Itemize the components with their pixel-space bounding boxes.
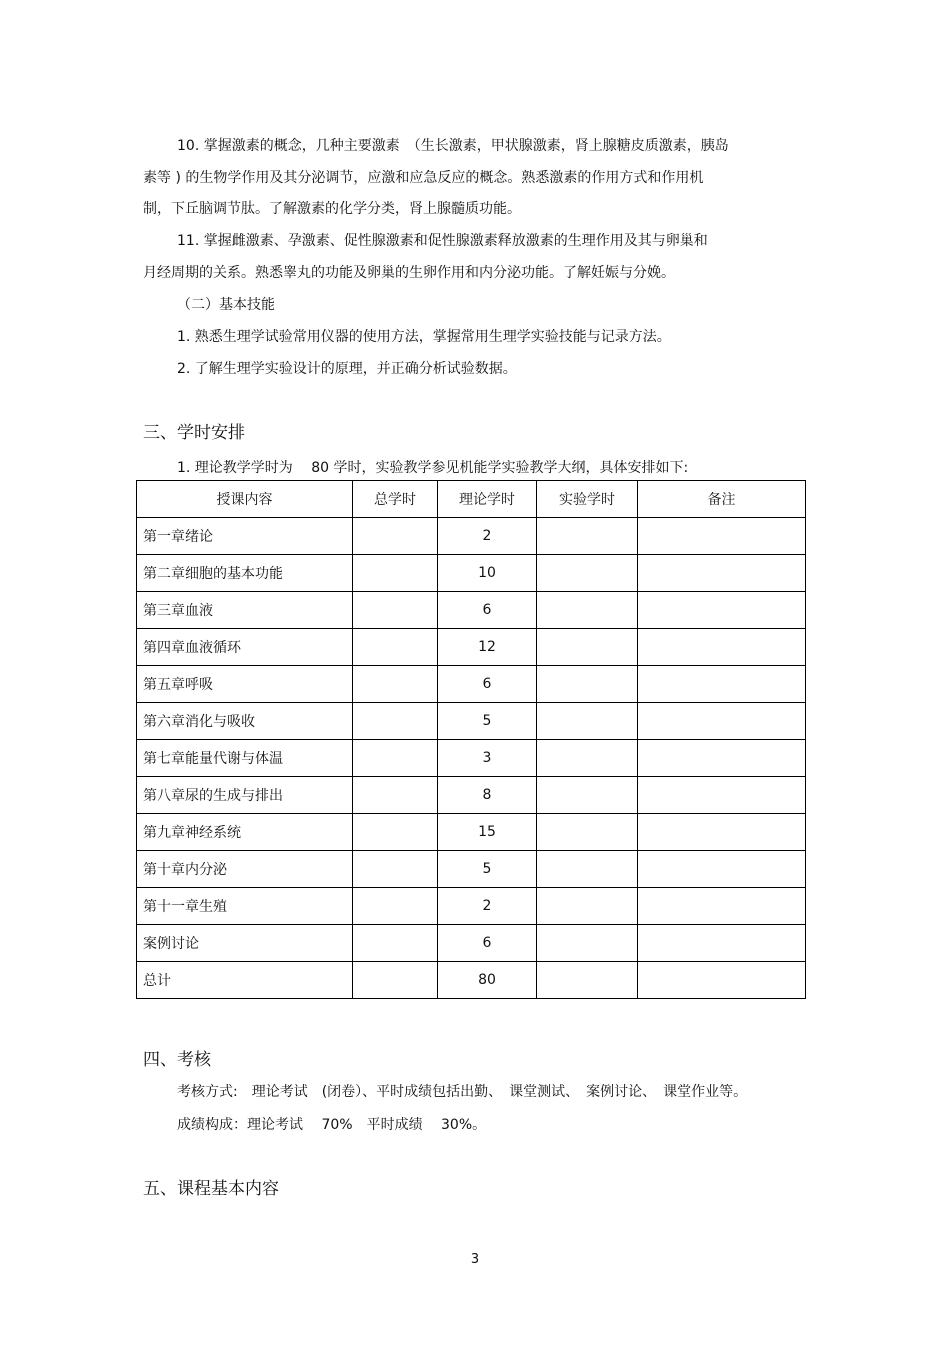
row-theory-hours-cell: 6 <box>438 592 537 629</box>
row-lab-hours-cell <box>537 703 638 740</box>
row-theory-hours-cell: 3 <box>438 740 537 777</box>
table-row <box>137 814 806 851</box>
row-theory-hours-cell: 6 <box>438 925 537 962</box>
table-row <box>137 851 806 888</box>
table-row <box>137 666 806 703</box>
table-row <box>137 740 806 777</box>
row-theory-hours-cell: 2 <box>438 518 537 555</box>
table-row <box>137 962 806 999</box>
row-theory-hours-cell: 80 <box>438 962 537 999</box>
row-notes-cell <box>638 555 806 592</box>
row-total-hours-cell <box>353 555 438 592</box>
row-total-hours-cell <box>353 925 438 962</box>
row-content-cell: 第二章细胞的基本功能 <box>137 555 353 592</box>
row-content-cell: 第九章神经系统 <box>137 814 353 851</box>
table-row <box>137 592 806 629</box>
row-lab-hours-cell <box>537 925 638 962</box>
skills-item1: 1. 熟悉生理学试验常用仪器的使用方法，掌握常用生理学实验技能与记录方法。 <box>177 329 671 345</box>
row-theory-hours-cell: 2 <box>438 888 537 925</box>
header-notes: 备注 <box>638 481 806 518</box>
item11-line2: 月经周期的关系。熟悉睾丸的功能及卵巢的生卵作用和内分泌功能。了解妊娠与分娩。 <box>143 265 675 281</box>
row-lab-hours-cell <box>537 518 638 555</box>
row-content-cell: 第十章内分泌 <box>137 851 353 888</box>
row-lab-hours-cell <box>537 666 638 703</box>
row-content-cell: 第十一章生殖 <box>137 888 353 925</box>
row-theory-hours-cell: 5 <box>438 703 537 740</box>
row-theory-hours-cell: 10 <box>438 555 537 592</box>
row-notes-cell <box>638 666 806 703</box>
section4-heading: 四、考核 <box>143 1050 211 1070</box>
table-row <box>137 777 806 814</box>
table-header-row <box>137 481 806 518</box>
row-notes-cell <box>638 518 806 555</box>
row-notes-cell <box>638 777 806 814</box>
row-notes-cell <box>638 962 806 999</box>
table-row <box>137 555 806 592</box>
header-theory-hours: 理论学时 <box>438 481 537 518</box>
row-content-cell: 第四章血液循环 <box>137 629 353 666</box>
row-total-hours-cell <box>353 703 438 740</box>
row-content-cell: 第五章呼吸 <box>137 666 353 703</box>
row-notes-cell <box>638 814 806 851</box>
row-content-cell: 第八章尿的生成与排出 <box>137 777 353 814</box>
table-row <box>137 629 806 666</box>
page-number: 3 <box>470 1252 480 1267</box>
row-lab-hours-cell <box>537 888 638 925</box>
row-content-cell: 总计 <box>137 962 353 999</box>
grade-composition: 成绩构成：理论考试 70% 平时成绩 30%。 <box>177 1117 487 1133</box>
row-lab-hours-cell <box>537 592 638 629</box>
row-total-hours-cell <box>353 851 438 888</box>
row-total-hours-cell <box>353 629 438 666</box>
row-theory-hours-cell: 6 <box>438 666 537 703</box>
row-total-hours-cell <box>353 592 438 629</box>
row-total-hours-cell <box>353 777 438 814</box>
row-notes-cell <box>638 888 806 925</box>
row-lab-hours-cell <box>537 814 638 851</box>
row-total-hours-cell <box>353 814 438 851</box>
section5-heading: 五、课程基本内容 <box>143 1179 279 1199</box>
row-total-hours-cell <box>353 666 438 703</box>
table-row <box>137 925 806 962</box>
row-theory-hours-cell: 15 <box>438 814 537 851</box>
row-notes-cell <box>638 629 806 666</box>
skills-item2: 2. 了解生理学实验设计的原理，并正确分析试验数据。 <box>177 361 517 377</box>
skills-heading: （二）基本技能 <box>177 297 275 313</box>
row-theory-hours-cell: 12 <box>438 629 537 666</box>
row-total-hours-cell <box>353 740 438 777</box>
table-row <box>137 888 806 925</box>
table-row <box>137 703 806 740</box>
item11-line1: 11. 掌握雌激素、孕激素、促性腺激素和促性腺激素释放激素的生理作用及其与卵巢和 <box>177 233 708 249</box>
row-theory-hours-cell: 5 <box>438 851 537 888</box>
row-total-hours-cell <box>353 888 438 925</box>
row-content-cell: 第六章消化与吸收 <box>137 703 353 740</box>
item10-line2: 素等 ) 的生物学作用及其分泌调节，应激和应急反应的概念。熟悉激素的作用方式和作用机 <box>143 170 704 186</box>
row-notes-cell <box>638 851 806 888</box>
row-lab-hours-cell <box>537 555 638 592</box>
header-total-hours: 总学时 <box>353 481 438 518</box>
row-notes-cell <box>638 703 806 740</box>
row-total-hours-cell <box>353 518 438 555</box>
row-content-cell: 第一章绪论 <box>137 518 353 555</box>
row-notes-cell <box>638 592 806 629</box>
row-content-cell: 案例讨论 <box>137 925 353 962</box>
item10-line3: 制，下丘脑调节肽。了解激素的化学分类，肾上腺髓质功能。 <box>143 201 521 217</box>
row-lab-hours-cell <box>537 740 638 777</box>
table-row <box>137 518 806 555</box>
row-theory-hours-cell: 8 <box>438 777 537 814</box>
schedule-table <box>136 480 806 999</box>
assessment-method: 考核方式: 理论考试 (闭卷）、平时成绩包括出勤、 课堂测试、 案例讨论、 课堂作业等。 <box>177 1084 748 1100</box>
schedule-table-body <box>137 518 806 999</box>
row-content-cell: 第七章能量代谢与体温 <box>137 740 353 777</box>
section3-heading: 三、学时安排 <box>143 423 245 443</box>
row-lab-hours-cell <box>537 851 638 888</box>
section3-intro: 1. 理论教学学时为 80 学时，实验教学参见机能学实验教学大纲，具体安排如下: <box>177 460 689 476</box>
header-content: 授课内容 <box>137 481 353 518</box>
row-content-cell: 第三章血液 <box>137 592 353 629</box>
row-total-hours-cell <box>353 962 438 999</box>
header-lab-hours: 实验学时 <box>537 481 638 518</box>
row-lab-hours-cell <box>537 777 638 814</box>
row-notes-cell <box>638 925 806 962</box>
row-notes-cell <box>638 740 806 777</box>
item10-line1: 10. 掌握激素的概念，几种主要激素 （生长激素，甲状腺激素，肾上腺糖皮质激素，胰岛 <box>177 138 729 154</box>
row-lab-hours-cell <box>537 962 638 999</box>
row-lab-hours-cell <box>537 629 638 666</box>
